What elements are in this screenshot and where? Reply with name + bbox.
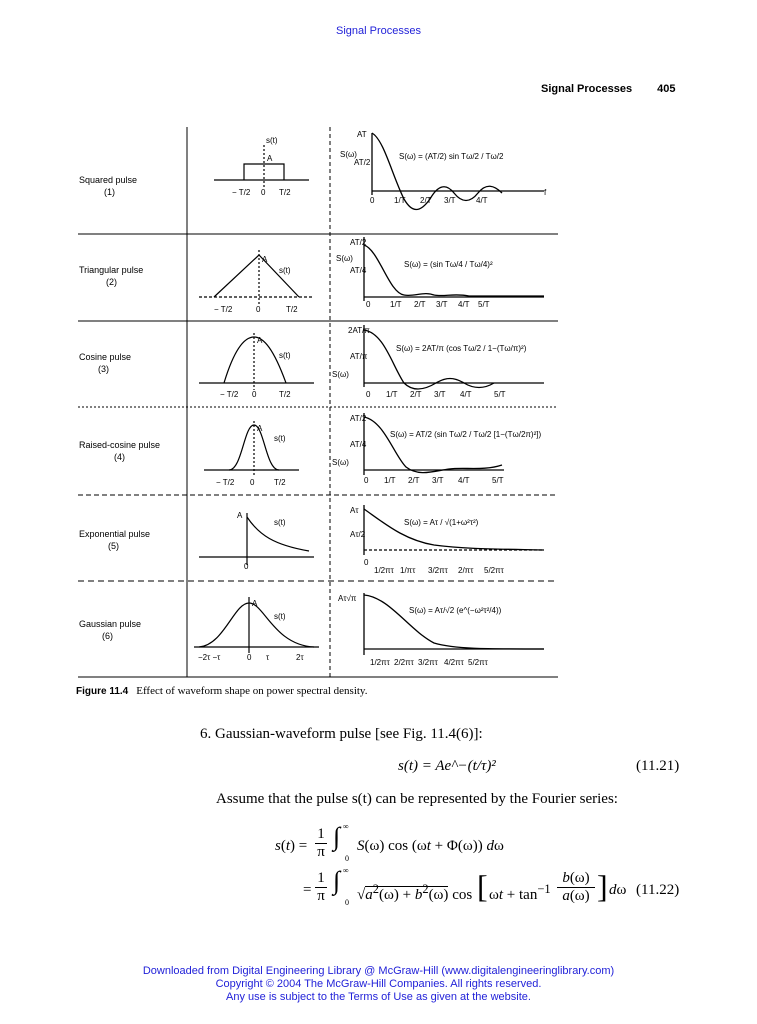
svg-text:2/T: 2/T [420, 196, 432, 205]
svg-text:0: 0 [252, 390, 257, 399]
svg-text:3/T: 3/T [434, 390, 446, 399]
svg-text:− T/2: − T/2 [220, 390, 239, 399]
svg-text:3/T: 3/T [444, 196, 456, 205]
svg-text:3/2πτ: 3/2πτ [418, 658, 438, 667]
row-4-name: Raised-cosine pulse [79, 440, 161, 450]
row-5-spec-eq: S(ω) = Aτ / √(1+ω²τ²) [404, 518, 479, 527]
row-3-amp: A [257, 336, 263, 345]
svg-text:f: f [544, 188, 547, 197]
figure-caption-label: Figure 11.4 [76, 686, 129, 697]
svg-text:2/T: 2/T [414, 300, 426, 309]
svg-text:0: 0 [364, 476, 369, 485]
row-6-name: Gaussian pulse [79, 619, 142, 629]
row-3-pulse-label: s(t) [279, 351, 291, 360]
row-1-spec-top: AT [357, 130, 367, 139]
svg-text:− T/2: − T/2 [232, 188, 251, 197]
exponential-spectrum-plot [364, 505, 544, 555]
equation-number-11-22: (11.22) [636, 882, 680, 898]
svg-text:− T/2: − T/2 [214, 305, 233, 314]
svg-text:2/T: 2/T [408, 476, 420, 485]
row-5-index: (5) [108, 541, 119, 551]
svg-text:− T/2: − T/2 [216, 478, 235, 487]
row-4-pulse-label: s(t) [274, 434, 286, 443]
svg-text:2τ: 2τ [296, 653, 304, 662]
row-5-amp: A [237, 511, 243, 520]
row-6-spec-top: Aτ√π [338, 594, 357, 603]
svg-text:0: 0 [261, 188, 266, 197]
row-1-pulse-label: s(t) [266, 136, 278, 145]
footer-terms-link[interactable]: Any use is subject to the Terms of Use as given at the website. [226, 991, 531, 1003]
svg-text:3/2πτ: 3/2πτ [428, 566, 448, 575]
row-4-spec-mid: AT/4 [350, 440, 367, 449]
row-1-index: (1) [104, 187, 115, 197]
row-4-amp: A [257, 424, 263, 433]
equation-number-11-21: (11.21) [636, 758, 680, 774]
svg-text:0: 0 [370, 196, 375, 205]
row-6-pulse-label: s(t) [274, 612, 286, 621]
svg-text:S(ω): S(ω) [340, 150, 357, 159]
svg-text:5/2πτ: 5/2πτ [484, 566, 504, 575]
svg-text:T/2: T/2 [279, 390, 291, 399]
svg-text:1/T: 1/T [390, 300, 402, 309]
row-5-spec-top: Aτ [350, 506, 359, 515]
triangular-pulse-plot [199, 250, 314, 305]
svg-text:5/T: 5/T [478, 300, 490, 309]
equation-11-22: s(t) = 1 π ∫ ∞ 0 S(ω) cos (ωt + Φ(ω)) dω = 1 π ∫ ∞ 0 $√a^2(\omega) + b^2(\omega)$ cos [ $\omega t + \tan^{-1}$ b(ω) a(ω) ] dω [275, 822, 627, 907]
row-4-index: (4) [114, 452, 125, 462]
row-2-spec-top: AT/2 [350, 238, 367, 247]
svg-text:5/T: 5/T [494, 390, 506, 399]
svg-text:4/T: 4/T [460, 390, 472, 399]
svg-text:T/2: T/2 [274, 478, 286, 487]
row-2-spec-mid: AT/4 [350, 266, 367, 275]
svg-text:S(ω): S(ω) [336, 254, 353, 263]
page-number: 405 [657, 83, 676, 95]
equation-11-21: s(t) = Ae^−(t/τ)² [398, 758, 496, 774]
svg-text:0: 0 [256, 305, 261, 314]
row-5-name: Exponential pulse [79, 529, 151, 539]
list-item-6: 6. Gaussian-waveform pulse [see Fig. 11.4(6)]: [200, 726, 483, 742]
svg-text:T/2: T/2 [286, 305, 298, 314]
row-4-spec-eq: S(ω) = AT/2 (sin Tω/2 / Tω/2 [1−(Tω/2π)²]) [390, 430, 542, 439]
row-1-amp: A [267, 154, 273, 163]
row-2-amp: A [262, 255, 268, 264]
figure-caption-text: Effect of waveform shape on power spectral density. [136, 685, 368, 697]
row-1-name: Squared pulse [79, 175, 138, 185]
row-1-spec-eq: S(ω) = (AT/2) sin Tω/2 / Tω/2 [399, 152, 504, 161]
svg-text:4/T: 4/T [458, 300, 470, 309]
row-6-index: (6) [102, 631, 113, 641]
svg-text:1/T: 1/T [394, 196, 406, 205]
row-3-index: (3) [98, 364, 109, 374]
running-title: Signal Processes [541, 83, 633, 95]
svg-text:S(ω): S(ω) [332, 370, 349, 379]
row-2-name: Triangular pulse [79, 265, 144, 275]
svg-text:0: 0 [244, 562, 249, 571]
row-3-spec-eq: S(ω) = 2AT/π (cos Tω/2 / 1−(Tω/π)²) [396, 344, 527, 353]
exponential-pulse-plot [199, 513, 314, 565]
gaussian-spectrum-plot [364, 593, 544, 655]
svg-text:1/2πτ: 1/2πτ [370, 658, 390, 667]
svg-text:3/T: 3/T [432, 476, 444, 485]
svg-text:τ: τ [266, 653, 270, 662]
svg-text:0: 0 [250, 478, 255, 487]
svg-text:0: 0 [364, 558, 369, 567]
svg-text:2/πτ: 2/πτ [458, 566, 474, 575]
svg-text:1/2πτ: 1/2πτ [374, 566, 394, 575]
row-5-spec-mid: Aτ/2 [350, 530, 366, 539]
svg-text:1/T: 1/T [384, 476, 396, 485]
footer-copyright-link[interactable]: Copyright © 2004 The McGraw-Hill Companies. All rights reserved. [215, 978, 542, 990]
svg-text:4/T: 4/T [458, 476, 470, 485]
raised-cosine-spectrum-plot [364, 413, 504, 475]
row-3-name: Cosine pulse [79, 352, 132, 362]
row-4-spec-top: AT/2 [350, 414, 367, 423]
squared-pulse-plot [214, 145, 309, 187]
cosine-spectrum-plot [364, 325, 544, 389]
svg-text:T/2: T/2 [279, 188, 291, 197]
svg-text:4/2πτ: 4/2πτ [444, 658, 464, 667]
row-6-amp: A [252, 599, 258, 608]
footer [0, 965, 757, 1004]
svg-text:5/T: 5/T [492, 476, 504, 485]
top-link[interactable]: Signal Processes [336, 25, 421, 37]
svg-text:0: 0 [247, 653, 252, 662]
figure-11-4 [74, 125, 564, 685]
svg-text:0: 0 [366, 390, 371, 399]
svg-text:3/T: 3/T [436, 300, 448, 309]
row-2-index: (2) [106, 277, 117, 287]
svg-text:4/T: 4/T [476, 196, 488, 205]
svg-text:5/2πτ: 5/2πτ [468, 658, 488, 667]
svg-text:2/2πτ: 2/2πτ [394, 658, 414, 667]
running-header [541, 83, 676, 95]
footer-download-link[interactable]: Downloaded from Digital Engineering Library @ McGraw-Hill (www.digitalengineeringlibrary.com) [142, 965, 615, 977]
triangular-spectrum-plot [364, 237, 544, 301]
svg-text:2/T: 2/T [410, 390, 422, 399]
svg-text:−2τ −τ: −2τ −τ [198, 653, 221, 662]
row-5-pulse-label: s(t) [274, 518, 286, 527]
row-2-pulse-label: s(t) [279, 266, 291, 275]
svg-text:S(ω): S(ω) [332, 458, 349, 467]
row-1-spec-mid: AT/2 [354, 158, 371, 167]
body-paragraph: Assume that the pulse s(t) can be represented by the Fourier series: [216, 791, 618, 807]
svg-text:1/T: 1/T [386, 390, 398, 399]
svg-text:0: 0 [366, 300, 371, 309]
svg-text:1/πτ: 1/πτ [400, 566, 416, 575]
raised-cosine-pulse-plot [204, 421, 299, 477]
row-3-spec-mid: AT/π [350, 352, 368, 361]
row-3-spec-top: 2AT/π [348, 326, 370, 335]
row-6-spec-eq: S(ω) = Aτ/√2 (e^(−ω²τ²/4)) [409, 606, 502, 615]
row-2-spec-eq: S(ω) = (sin Tω/4 / Tω/4)² [404, 260, 493, 269]
figure-caption [76, 685, 367, 697]
